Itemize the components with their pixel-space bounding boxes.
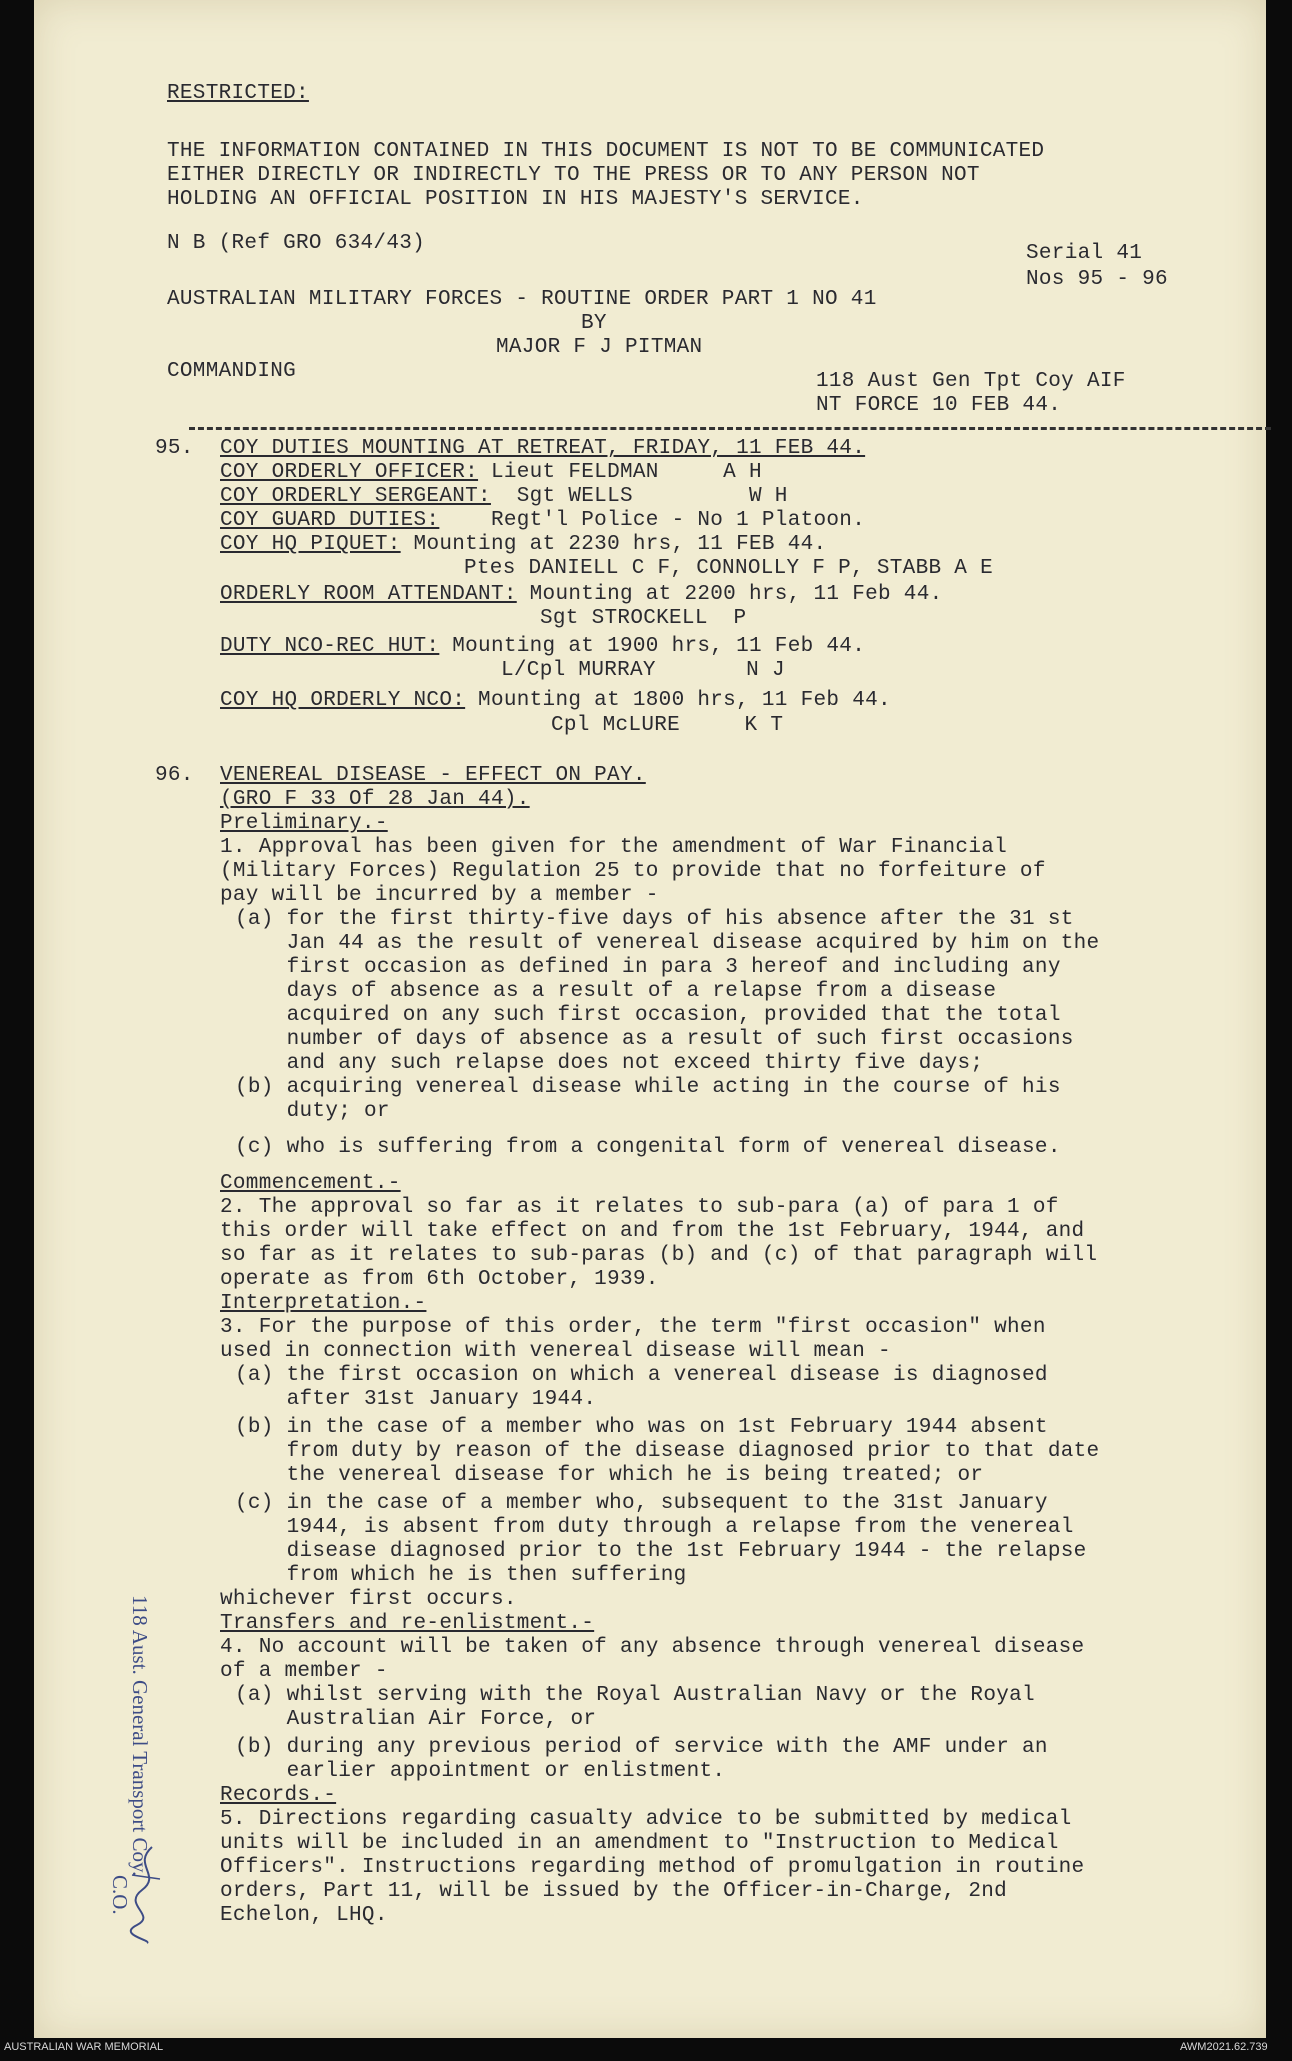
reference: N B (Ref GRO 634/43) bbox=[167, 232, 426, 255]
paragraph-2-line: operate as from 6th October, 1939. bbox=[220, 1268, 659, 1291]
paragraph-3-line: 3. For the purpose of this order, the term "first occasion" when bbox=[220, 1316, 1046, 1339]
para-3c-line: (c) in the case of a member who, subsequent to the 31st January bbox=[235, 1492, 1048, 1515]
paragraph-1-line: 1. Approval has been given for the amendment of War Financial bbox=[220, 836, 1008, 859]
stamp-role-text: C.O. bbox=[108, 1875, 132, 1915]
duty-line: Ptes DANIELL C F, CONNOLLY F P, STABB A E bbox=[464, 557, 993, 580]
heading-records: Records.- bbox=[220, 1784, 337, 1807]
para-4b-line: (b) during any previous period of service with the AMF under an bbox=[235, 1736, 1048, 1759]
para-4b-line: earlier appointment or enlistment. bbox=[235, 1760, 726, 1783]
restricted-heading: RESTRICTED: bbox=[167, 82, 309, 105]
serial-number: Serial 41 bbox=[1026, 242, 1143, 265]
force-date: NT FORCE 10 FEB 44. bbox=[816, 394, 1062, 417]
para-4a-line: Australian Air Force, or bbox=[235, 1708, 597, 1731]
stamp-unit-text: 118 Aust. General Transport Coy. bbox=[128, 1595, 152, 1877]
paragraph-3-line: used in connection with venereal disease will mean - bbox=[220, 1340, 891, 1363]
unit-name: 118 Aust Gen Tpt Coy AIF bbox=[816, 370, 1126, 393]
heading-interpretation: Interpretation.- bbox=[220, 1292, 427, 1315]
para-1a-line: first occasion as defined in para 3 hereof and including any bbox=[235, 956, 1061, 979]
para-1a-line: number of days of absence as a result of such first occasions bbox=[235, 1028, 1074, 1051]
order-96-reference: (GRO F 33 Of 28 Jan 44). bbox=[220, 788, 530, 811]
by-label: BY bbox=[581, 312, 607, 335]
paragraph-2-line: 2. The approval so far as it relates to sub-para (a) of para 1 of bbox=[220, 1196, 1059, 1219]
paragraph-1-line: pay will be incurred by a member - bbox=[220, 884, 659, 907]
order-96-number: 96. bbox=[155, 764, 194, 787]
paragraph-2-line: this order will take effect on and from the 1st February, 1944, and bbox=[220, 1220, 1085, 1243]
order-numbers: Nos 95 - 96 bbox=[1026, 268, 1168, 291]
para-1a-line: (a) for the first thirty-five days of his absence after the 31 st bbox=[235, 908, 1074, 931]
paragraph-5-line: units will be included in an amendment to "Instruction to Medical bbox=[220, 1832, 1059, 1855]
signature bbox=[122, 1845, 172, 1945]
para-1b-line: duty; or bbox=[235, 1100, 390, 1123]
duty-line: Cpl McLURE K T bbox=[551, 714, 784, 737]
duty-line: COY HQ ORDERLY NCO: Mounting at 1800 hrs, 11 Feb 44. bbox=[220, 689, 891, 712]
para-3c-line: disease diagnosed prior to the 1st February 1944 - the relapse bbox=[235, 1540, 1087, 1563]
para-3a-line: (a) the first occasion on which a venereal disease is diagnosed bbox=[235, 1364, 1048, 1387]
duty-line: Sgt STROCKELL P bbox=[540, 607, 747, 630]
para-1c-line: (c) who is suffering from a congenital form of venereal disease. bbox=[235, 1136, 1061, 1159]
para-1a-line: Jan 44 as the result of venereal disease acquired by him on the bbox=[235, 932, 1100, 955]
paragraph-2-line: so far as it relates to sub-paras (b) and (c) of that paragraph will bbox=[220, 1244, 1098, 1267]
para-3a-line: after 31st January 1944. bbox=[235, 1388, 597, 1411]
duty-line: COY ORDERLY OFFICER: Lieut FELDMAN A H bbox=[220, 461, 762, 484]
duty-line: ORDERLY ROOM ATTENDANT: Mounting at 2200 hrs, 11 Feb 44. bbox=[220, 583, 943, 606]
order-95-title: COY DUTIES MOUNTING AT RETREAT, FRIDAY, 11 FEB 44. bbox=[220, 437, 866, 460]
para-3b-line: from duty by reason of the disease diagnosed prior to that date bbox=[235, 1440, 1100, 1463]
footer-accession: AWM2021.62.739 bbox=[1180, 2041, 1268, 2053]
order-96-title: VENEREAL DISEASE - EFFECT ON PAY. bbox=[220, 764, 646, 787]
notice-line-3: HOLDING AN OFFICIAL POSITION IN HIS MAJESTY'S SERVICE. bbox=[167, 188, 864, 211]
paragraph-1-line: (Military Forces) Regulation 25 to provide that no forfeiture of bbox=[220, 860, 1046, 883]
para-3c-line: from which he is then suffering bbox=[235, 1564, 687, 1587]
paragraph-3-end: whichever first occurs. bbox=[220, 1588, 517, 1611]
duty-line: COY ORDERLY SERGEANT: Sgt WELLS W H bbox=[220, 485, 788, 508]
paragraph-4-line: 4. No account will be taken of any absence through venereal disease bbox=[220, 1636, 1085, 1659]
heading-transfers: Transfers and re-enlistment.- bbox=[220, 1612, 595, 1635]
unit-stamp bbox=[92, 1595, 172, 2035]
duty-line: COY GUARD DUTIES: Regt'l Police - No 1 Platoon. bbox=[220, 509, 866, 532]
para-3b-line: the venereal disease for which he is being treated; or bbox=[235, 1464, 984, 1487]
para-4a-line: (a) whilst serving with the Royal Australian Navy or the Royal bbox=[235, 1684, 1035, 1707]
document-page bbox=[34, 0, 1266, 2038]
notice-line-1: THE INFORMATION CONTAINED IN THIS DOCUMENT IS NOT TO BE COMMUNICATED bbox=[167, 140, 1045, 163]
commanding-officer: MAJOR F J PITMAN bbox=[496, 336, 703, 359]
notice-line-2: EITHER DIRECTLY OR INDIRECTLY TO THE PRESS OR TO ANY PERSON NOT bbox=[167, 164, 980, 187]
para-1b-line: (b) acquiring venereal disease while acting in the course of his bbox=[235, 1076, 1061, 1099]
duty-line: L/Cpl MURRAY N J bbox=[501, 659, 785, 682]
paragraph-5-line: Echelon, LHQ. bbox=[220, 1904, 388, 1927]
paragraph-5-line: orders, Part 11, will be issued by the Officer-in-Charge, 2nd bbox=[220, 1880, 1008, 1903]
footer-source: AUSTRALIAN WAR MEMORIAL bbox=[4, 2041, 164, 2053]
section-divider bbox=[189, 427, 1271, 430]
para-3c-line: 1944, is absent from duty through a relapse from the venereal bbox=[235, 1516, 1074, 1539]
heading-preliminary: Preliminary.- bbox=[220, 812, 388, 835]
duty-line: COY HQ PIQUET: Mounting at 2230 hrs, 11 FEB 44. bbox=[220, 533, 827, 556]
paragraph-5-line: 5. Directions regarding casualty advice to be submitted by medical bbox=[220, 1808, 1072, 1831]
para-1a-line: and any such relapse does not exceed thirty five days; bbox=[235, 1052, 984, 1075]
para-1a-line: acquired on any such first occasion, provided that the total bbox=[235, 1004, 1061, 1027]
paragraph-4-line: of a member - bbox=[220, 1660, 388, 1683]
order-title: AUSTRALIAN MILITARY FORCES - ROUTINE ORDER PART 1 NO 41 bbox=[167, 288, 877, 311]
commanding-label: COMMANDING bbox=[167, 360, 297, 383]
heading-commencement: Commencement.- bbox=[220, 1172, 401, 1195]
duty-line: DUTY NCO-REC HUT: Mounting at 1900 hrs, 11 Feb 44. bbox=[220, 635, 866, 658]
paragraph-5-line: Officers". Instructions regarding method of promulgation in routine bbox=[220, 1856, 1085, 1879]
para-1a-line: days of absence as a result of a relapse from a disease bbox=[235, 980, 997, 1003]
order-95-number: 95. bbox=[155, 437, 194, 460]
para-3b-line: (b) in the case of a member who was on 1st February 1944 absent bbox=[235, 1416, 1048, 1439]
